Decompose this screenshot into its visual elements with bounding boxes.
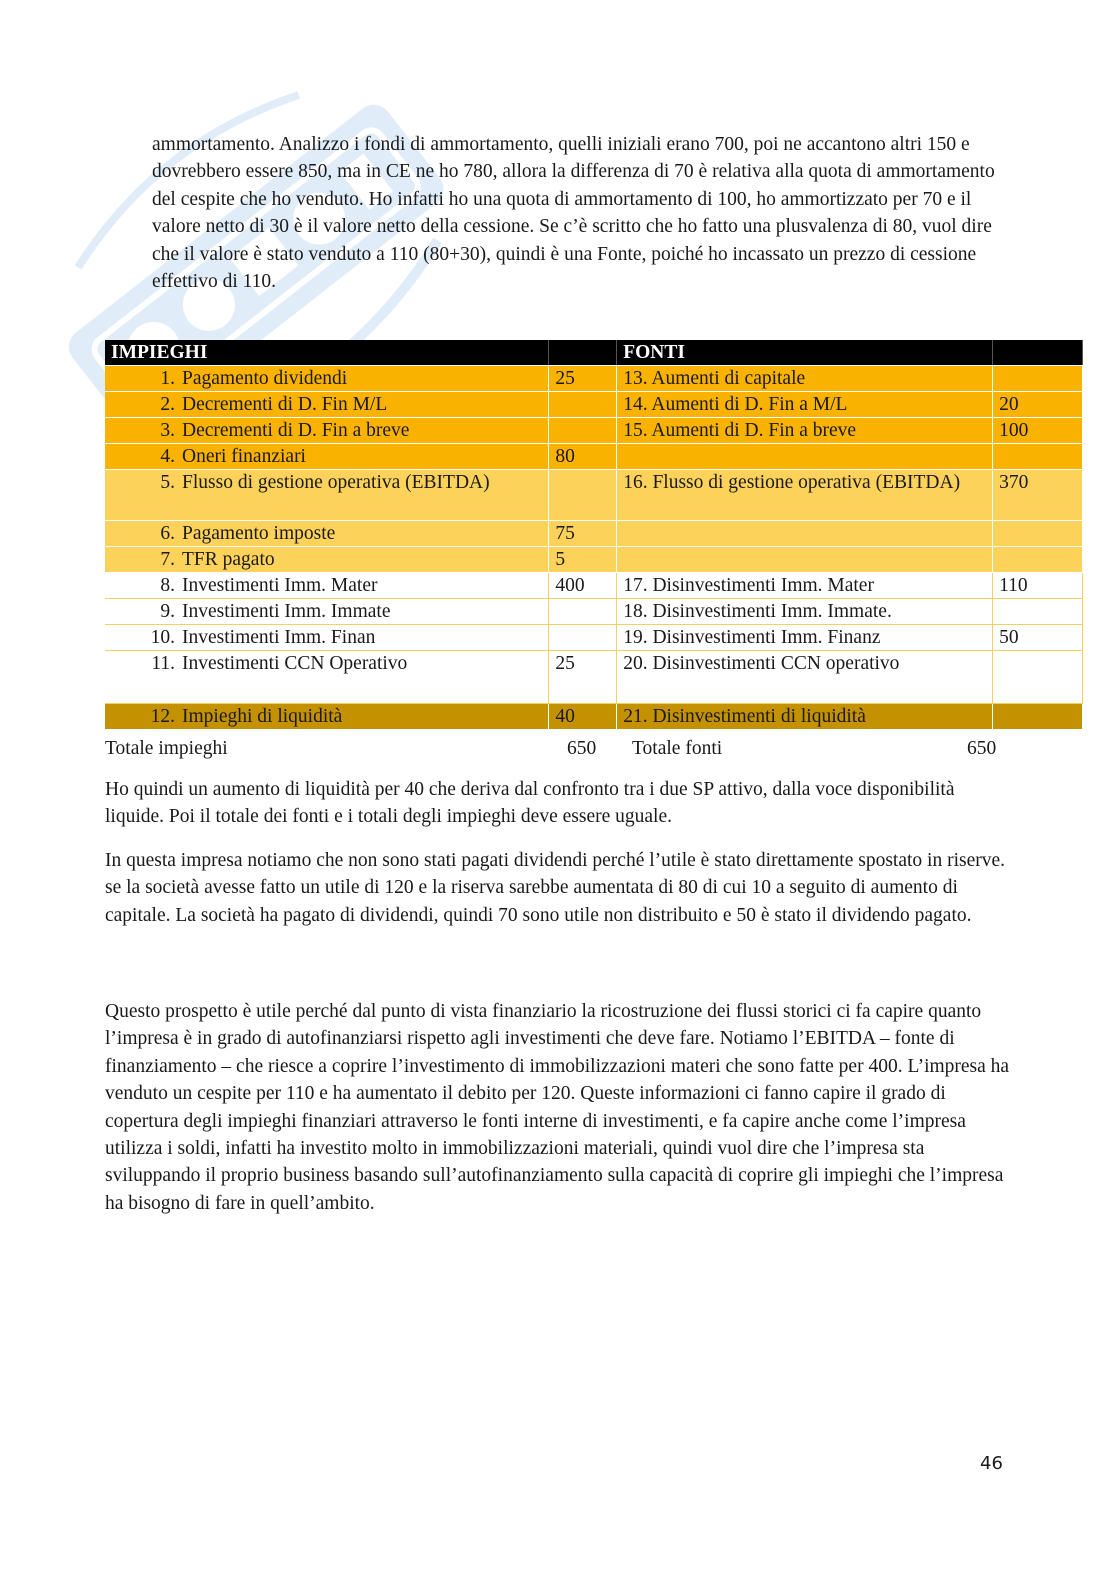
- item-label: Investimenti Imm. Immate: [182, 601, 391, 622]
- table-row: [105, 392, 1083, 418]
- impieghi-value: [549, 418, 617, 444]
- fonti-value: [993, 547, 1083, 573]
- item-label: Flusso di gestione operativa (EBITDA): [182, 472, 490, 493]
- item-label: Pagamento dividendi: [182, 368, 348, 389]
- impieghi-item: [105, 625, 549, 651]
- fonti-value: 20: [993, 392, 1083, 418]
- impieghi-item: [105, 392, 549, 418]
- impieghi-item: [105, 651, 549, 704]
- impieghi-item: [105, 366, 549, 392]
- fonti-item: 21. Disinvestimenti di liquidità: [617, 704, 993, 730]
- fonti-value: [993, 704, 1083, 730]
- fonti-item: 13. Aumenti di capitale: [617, 366, 993, 392]
- intro-paragraph: ammortamento. Analizzo i fondi di ammortamento, quelli iniziali erano 700, poi ne accantono altri 150 e dovrebbero essere 850, ma in CE ne ho 780, allora la differenza di 70 è relativa alla quota di ammortamento del cespite che ho venduto. Ho infatti ho una quota di ammortamento di 100, ho ammortizzato per 70 e il valore netto di 30 è il valore netto della cessione. Se c’è scritto che ho fatto una plusvalenza di 80, vuol dire che il valore è stato venduto a 110 (80+30), quindi è una Fonte, poiché ho incassato un prezzo di cessione effettivo di 110.: [152, 134, 995, 293]
- fonti-item: 19. Disinvestimenti Imm. Finanz: [617, 625, 993, 651]
- page-number: 46: [980, 1453, 1003, 1474]
- dividends-paragraph-1: In questa impresa notiamo che non sono stati pagati dividendi perché l’utile è stato direttamente spostato in riserve.: [105, 850, 1005, 871]
- table-row: [105, 704, 1083, 730]
- header-fonti: FONTI: [617, 340, 993, 366]
- fonti-item: [617, 521, 993, 547]
- item-number: 10.: [150, 627, 175, 648]
- item-label: Investimenti CCN Operativo: [182, 653, 408, 674]
- item-number: 2.: [160, 394, 175, 415]
- fonti-value: 50: [993, 625, 1083, 651]
- impieghi-value: [549, 625, 617, 651]
- item-number: 12.: [150, 706, 175, 727]
- item-number: 9.: [160, 601, 175, 622]
- table-header-row: [105, 340, 1083, 366]
- impieghi-item: [105, 547, 549, 573]
- impieghi-value: 25: [549, 651, 617, 704]
- impieghi-value: 75: [549, 521, 617, 547]
- table-row: [105, 599, 1083, 625]
- table-row: [105, 366, 1083, 392]
- fonti-value: [993, 521, 1083, 547]
- prospect-paragraph: Questo prospetto è utile perché dal punto di vista finanziario la ricostruzione dei flussi storici ci fa capire quanto l’impresa è in grado di autofinanziarsi rispetto agli investimenti che deve fare. Notiamo l’EBITDA – fonte di finanziamento – che riesce a coprire l’investimento di immobilizzazioni materi che sono fatte per 400. L’impresa ha venduto un cespite per 110 e ha aumentato il debito per 120. Queste informazioni ci fanno capire il grado di copertura degli impieghi finanziari attraverso le fonti interne di investimenti, e fa capire anche come l’impresa utilizza i soldi, infatti ha investito molto in immobilizzazioni materiali, quindi vuol dire che l’impresa sta sviluppando il proprio business basando sull’autofinanziamento sulla capacità di coprire gli impieghi che l’impresa ha bisogno di fare in quell’ambito.: [105, 1001, 1010, 1214]
- fonti-item: 18. Disinvestimenti Imm. Immate.: [617, 599, 993, 625]
- item-label: Oneri finanziari: [182, 446, 306, 467]
- table-row: [105, 521, 1083, 547]
- impieghi-value: 25: [549, 366, 617, 392]
- fonti-item: 17. Disinvestimenti Imm. Mater: [617, 573, 993, 599]
- item-number: 11.: [151, 653, 175, 674]
- item-number: 3.: [160, 420, 175, 441]
- impieghi-item: [105, 444, 549, 470]
- impieghi-value: [549, 599, 617, 625]
- item-label: Decrementi di D. Fin M/L: [182, 394, 388, 415]
- table-row: [105, 418, 1083, 444]
- item-label: TFR pagato: [182, 549, 275, 570]
- fonti-value: 110: [993, 573, 1083, 599]
- item-number: 8.: [160, 575, 175, 596]
- fonti-item: [617, 444, 993, 470]
- impieghi-value: 400: [549, 573, 617, 599]
- table-row: [105, 470, 1083, 521]
- impieghi-fonti-table: [105, 340, 1083, 730]
- total-fonti-label: Totale fonti: [632, 738, 723, 759]
- impieghi-value: 5: [549, 547, 617, 573]
- item-number: 1.: [160, 368, 175, 389]
- fonti-item: [617, 547, 993, 573]
- table-row: [105, 651, 1083, 704]
- fonti-value: [993, 651, 1083, 704]
- fonti-value: [993, 444, 1083, 470]
- impieghi-value: 80: [549, 444, 617, 470]
- impieghi-value: [549, 470, 617, 521]
- item-label: Impieghi di liquidità: [182, 706, 343, 727]
- fonti-value: 370: [993, 470, 1083, 521]
- header-impieghi-value: [549, 340, 617, 366]
- impieghi-item: [105, 418, 549, 444]
- impieghi-value: 40: [549, 704, 617, 730]
- item-number: 4.: [160, 446, 175, 467]
- impieghi-item: [105, 599, 549, 625]
- table-row: [105, 573, 1083, 599]
- impieghi-item: [105, 521, 549, 547]
- totals-row: [105, 736, 1005, 762]
- fonti-item: 20. Disinvestimenti CCN operativo: [617, 651, 993, 704]
- fonti-value: [993, 366, 1083, 392]
- fonti-value: [993, 599, 1083, 625]
- item-label: Investimenti Imm. Mater: [182, 575, 378, 596]
- impieghi-item: [105, 470, 549, 521]
- item-label: Pagamento imposte: [182, 523, 336, 544]
- fonti-item: 14. Aumenti di D. Fin a M/L: [617, 392, 993, 418]
- total-fonti-value: 650: [967, 738, 997, 759]
- dividends-block: [105, 847, 1005, 929]
- item-number: 6.: [160, 523, 175, 544]
- item-label: Investimenti Imm. Finan: [182, 627, 376, 648]
- header-impieghi: IMPIEGHI: [105, 340, 549, 366]
- impieghi-item: [105, 704, 549, 730]
- header-fonti-value: [993, 340, 1083, 366]
- dividends-paragraph-2: se la società avesse fatto un utile di 120 e la riserva sarebbe aumentata di 80 di cui 10 a seguito di aumento di capitale. La società ha pagato di dividendi, quindi 70 sono utile non distribuito e 50 è stato il dividendo pagato.: [105, 877, 972, 926]
- fonti-item: 15. Aumenti di D. Fin a breve: [617, 418, 993, 444]
- total-impieghi-label: Totale impieghi: [105, 738, 228, 759]
- table-row: [105, 444, 1083, 470]
- item-label: Decrementi di D. Fin a breve: [182, 420, 410, 441]
- impieghi-value: [549, 392, 617, 418]
- table-row: [105, 625, 1083, 651]
- liquidity-paragraph: Ho quindi un aumento di liquidità per 40 che deriva dal confronto tra i due SP attivo, dalla voce disponibilità liquide. Poi il totale dei fonti e i totali degli impieghi deve essere uguale.: [105, 779, 955, 828]
- item-number: 5.: [160, 472, 175, 493]
- total-impieghi-value: 650: [567, 738, 597, 759]
- fonti-value: 100: [993, 418, 1083, 444]
- item-number: 7.: [160, 549, 175, 570]
- fonti-item: 16. Flusso di gestione operativa (EBITDA): [617, 470, 993, 521]
- table-row: [105, 547, 1083, 573]
- impieghi-item: [105, 573, 549, 599]
